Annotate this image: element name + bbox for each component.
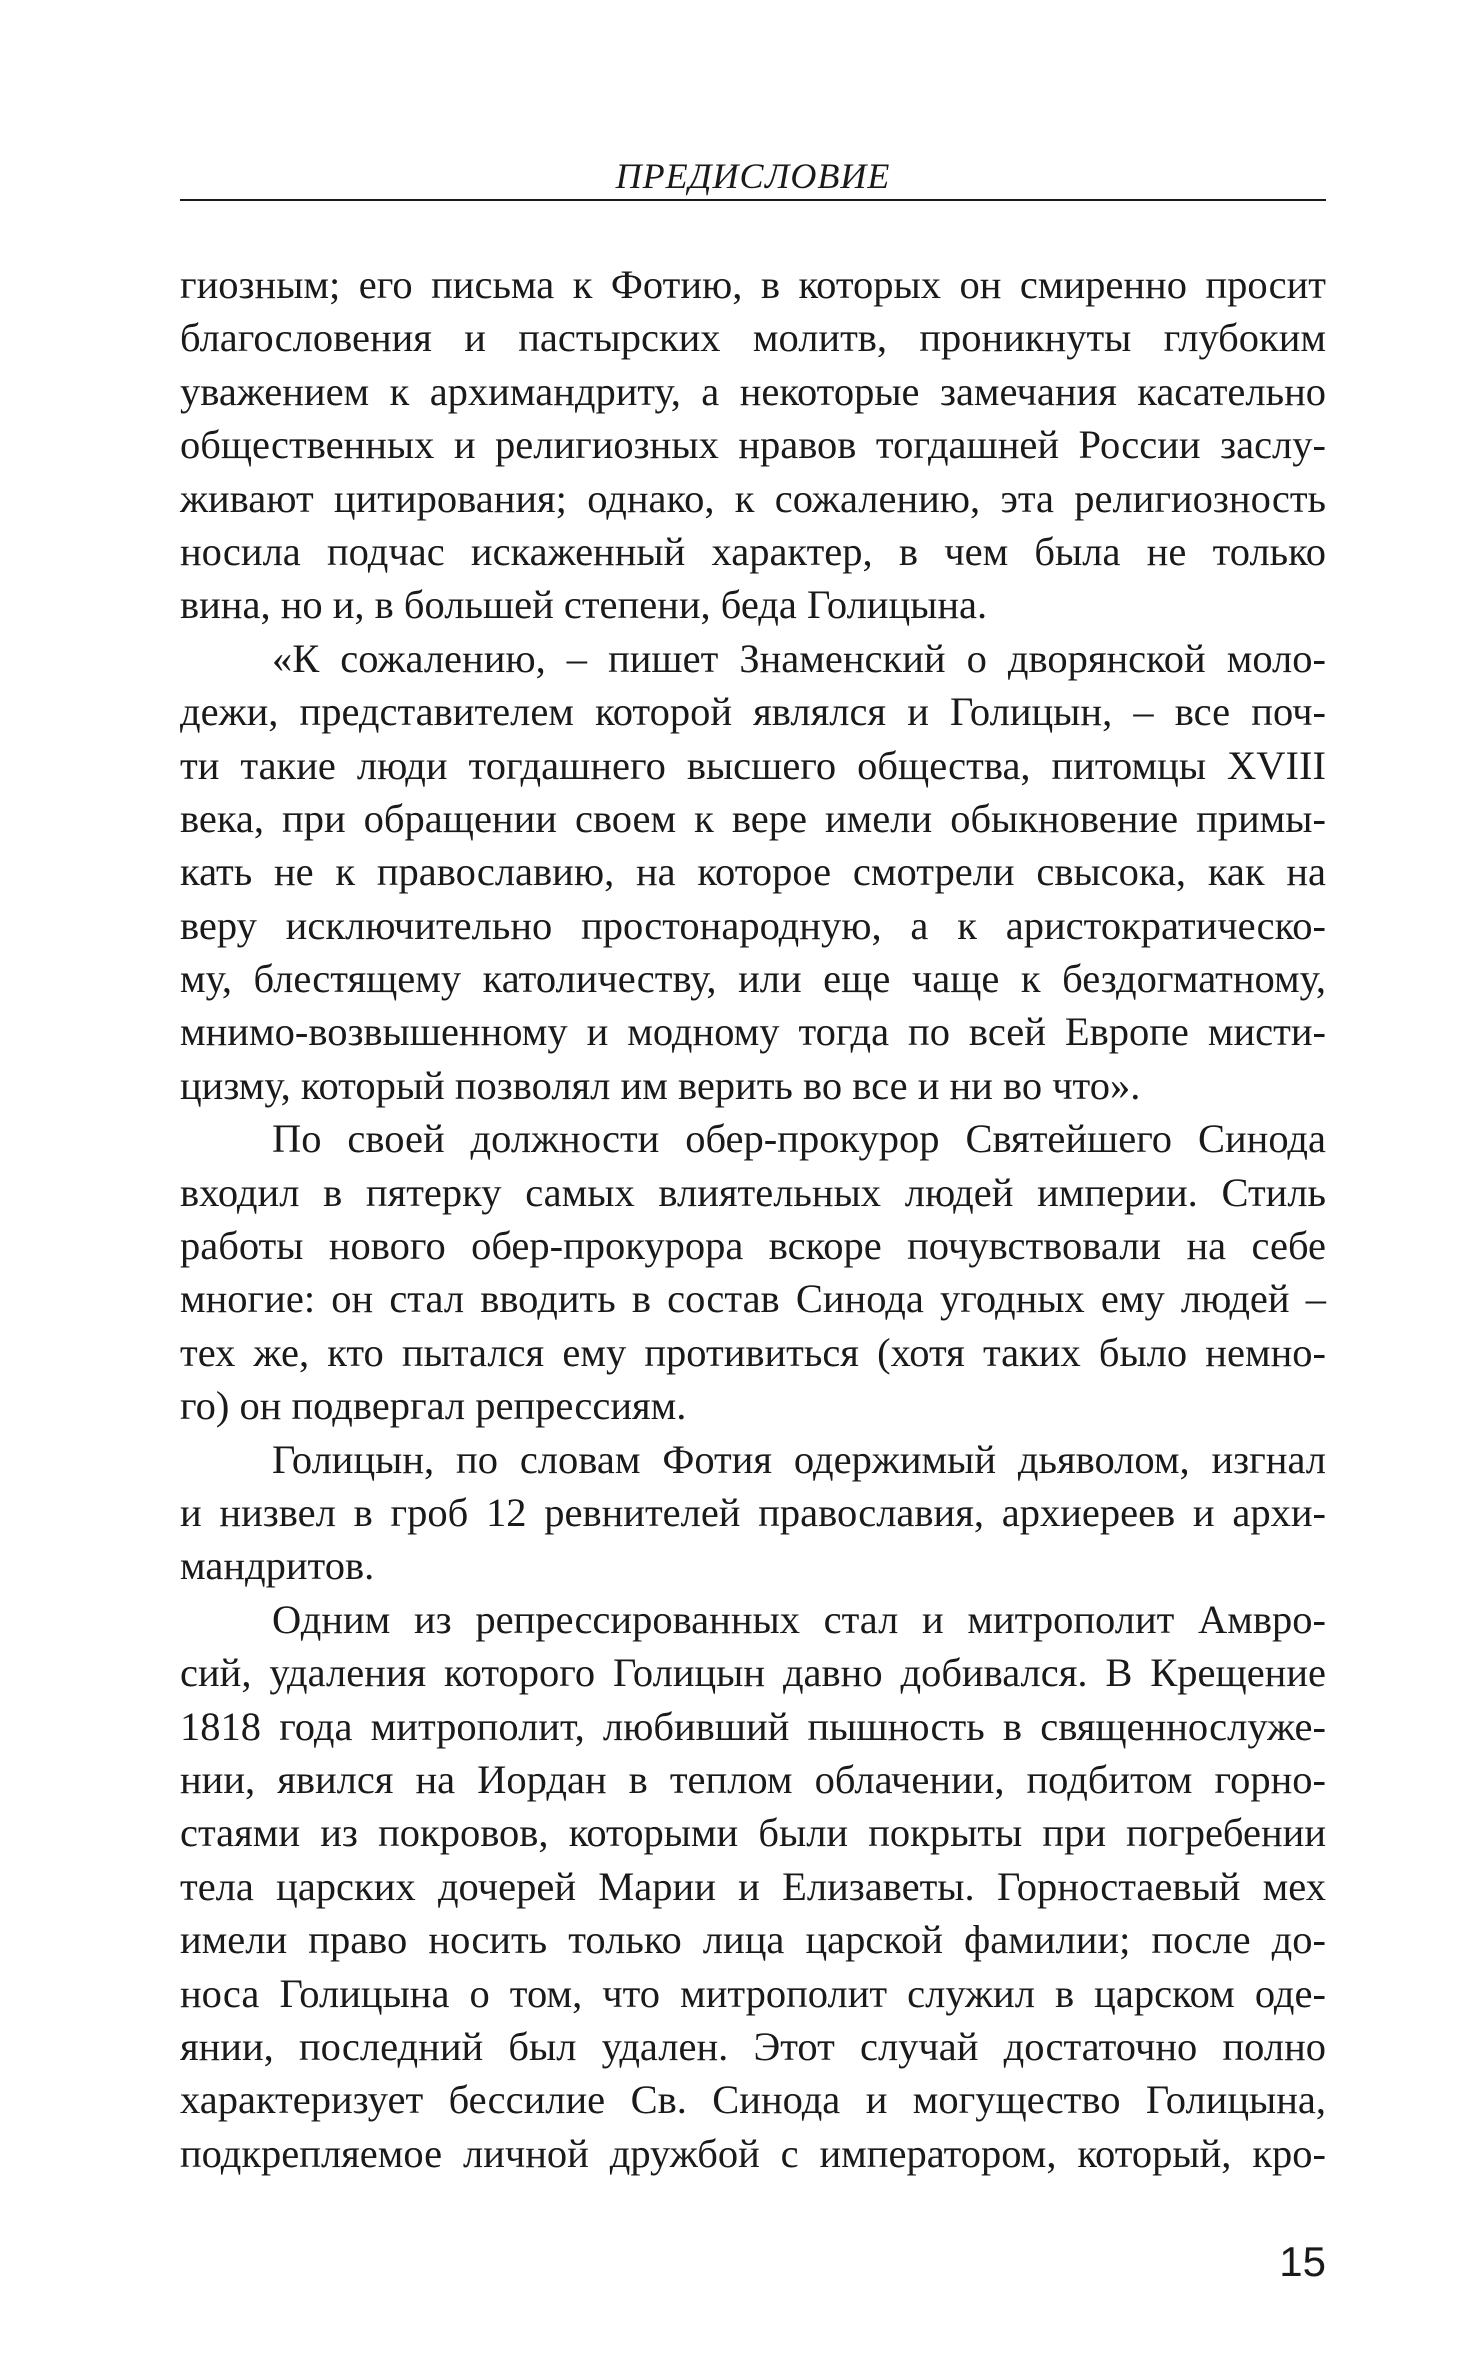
text-line: мандритов. (180, 1543, 375, 1589)
text-line: цизму, который позволял им верить во все и ни во что». (180, 1062, 1141, 1108)
text-line: веру исключительно простонародную, а к аристократическо- (180, 902, 1326, 948)
text-line: характеризует бессилие Св. Синода и могущество Голицына, (180, 2077, 1326, 2123)
text-line: вина, но и, в большей степени, беда Голицына. (180, 582, 988, 628)
text-line: общественных и религиозных нравов тогдашней России заслу- (180, 422, 1326, 468)
text-line: нии, явился на Иордан в теплом облачении, подбитом горно- (180, 1756, 1326, 1802)
text-line: и низвел в гроб 12 ревнителей православия, архиереев и архи- (180, 1489, 1326, 1535)
text-line: работы нового обер-прокурора вскоре почувствовали на себе (180, 1223, 1326, 1269)
text-line: благословения и пастырских молитв, проникнуты глубоким (180, 315, 1326, 361)
text-line: ти такие люди тогдашнего высшего общества, питомцы XVIII (180, 742, 1326, 788)
header-rule (180, 199, 1326, 201)
text-line: уважением к архимандриту, а некоторые замечания касательно (180, 368, 1326, 414)
text-line: подкрепляемое личной дружбой с императором, который, кро- (180, 2130, 1326, 2176)
text-line: му, блестящему католичеству, или еще чаще к бездогматному, (180, 956, 1326, 1002)
text-line: многие: он стал вводить в состав Синода угодных ему людей – (180, 1276, 1326, 1322)
text-line: гиозным; его письма к Фотию, в которых он смиренно просит (180, 262, 1326, 307)
paragraph-first-line: Голицын, по словам Фотия одержимый дьяволом, изгнал (272, 1436, 1326, 1482)
text-line: тела царских дочерей Марии и Елизаветы. Горностаевый мех (180, 1863, 1326, 1909)
text-line: мнимо-возвышенному и модному тогда по всей Европе мисти- (180, 1009, 1326, 1055)
text-line: кать не к православию, на которое смотрели свысока, как на (180, 849, 1326, 895)
text-line: дежи, представителем которой являлся и Голицын, – все поч- (180, 689, 1326, 735)
text-line: живают цитирования; однако, к сожалению, эта религиозность (180, 475, 1326, 521)
paragraph-first-line: Одним из репрессированных стал и митрополит Амвро- (272, 1596, 1326, 1642)
text-line: тех же, кто пытался ему противиться (хотя таких было немно- (180, 1329, 1326, 1375)
text-line: янии, последний был удален. Этот случай достаточно полно (180, 2023, 1326, 2069)
paragraph-first-line: «К сожалению, – пишет Знаменский о дворянской моло- (272, 635, 1326, 681)
paragraph-first-line: По своей должности обер-прокурор Святейшего Синода (272, 1116, 1326, 1162)
text-line: носа Голицына о том, что митрополит служил в царском оде- (180, 1970, 1326, 2016)
page-number: 15 (1279, 2238, 1326, 2285)
text-line: сий, удаления которого Голицын давно добивался. В Крещение (180, 1650, 1326, 1696)
text-line: 1818 года митрополит, любивший пышность в священнослуже- (180, 1703, 1326, 1749)
text-line: носила подчас искаженный характер, в чем была не только (180, 528, 1326, 574)
text-line: века, при обращении своем к вере имели обыкновение примы- (180, 795, 1326, 841)
text-line: входил в пятерку самых влиятельных людей империи. Стиль (180, 1169, 1326, 1215)
text-line: имели право носить только лица царской фамилии; после до- (180, 1917, 1326, 1963)
body-text (180, 258, 1326, 2180)
text-line: го) он подвергал репрессиям. (180, 1383, 687, 1429)
text-line: стаями из покровов, которыми были покрыты при погребении (180, 1810, 1326, 1856)
running-title: ПРЕДИСЛОВИЕ (615, 156, 891, 196)
